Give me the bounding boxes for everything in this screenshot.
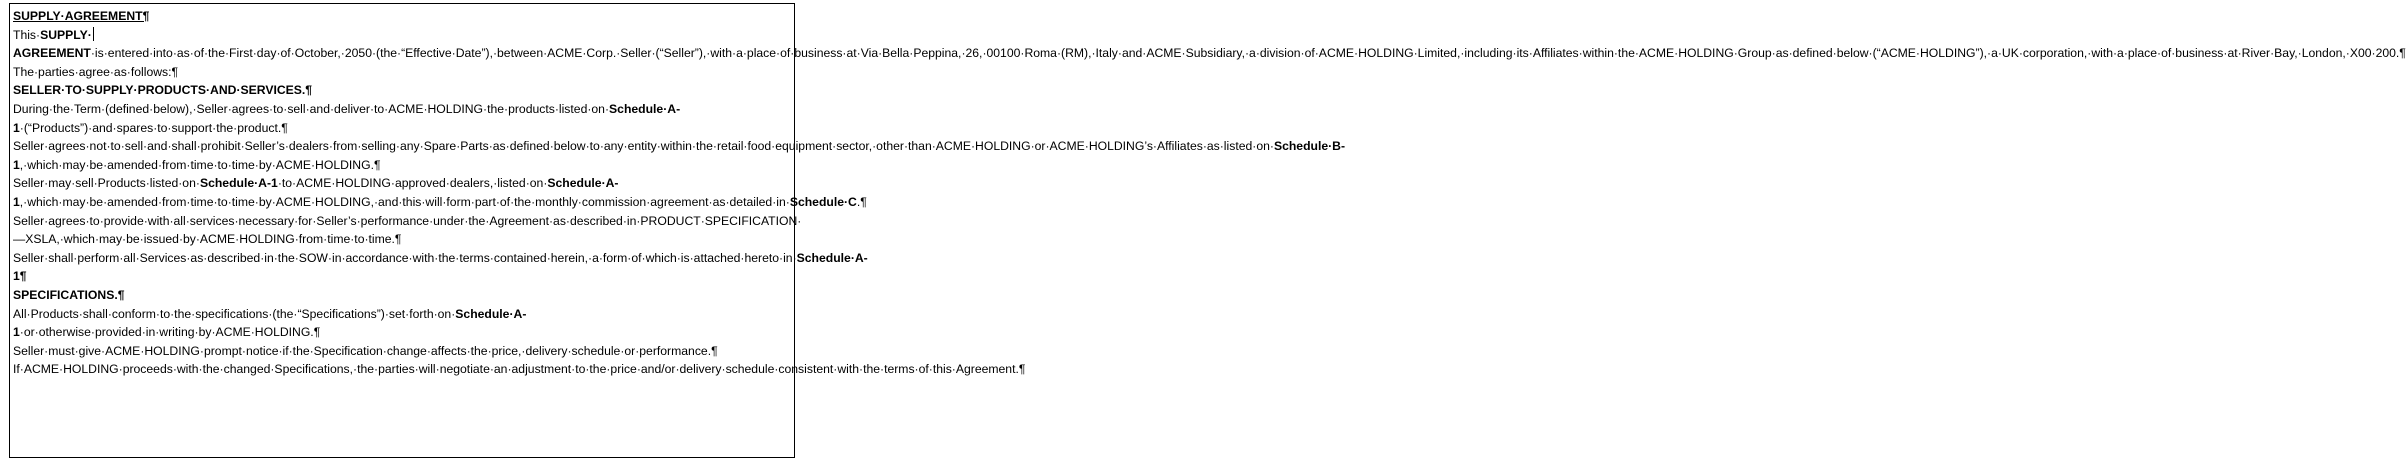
document-title: SUPPLY·AGREEMENT¶ [13,9,150,23]
prohibit-text-1: Seller·agrees·not·to·sell·and·shall·prohibit·Seller’s·dealers·from·selling·any·Spare·Parts·as·defined·below·to·any·entity·within·the·retail·food·equipment·sector,·other·than·ACME·HOLDING·or·ACME·HOLDING’s·Affiliates·as·listed·on· [13,139,1274,154]
prohibit-text-2: ,·which·may·be·amended·from·time·to·time·by·ACME·HOLDING.¶ [19,157,381,172]
text-cursor [93,27,94,41]
parties-paragraph: The·parties·agree·as·follows:¶ [13,64,179,79]
sow-text-1: Seller·shall·perform·all·Services·as·described·in·the·SOW·in·accordance·with·the·terms·contained·herein,·a·form·of·which·is·attached·hereto·in· [13,250,797,265]
term-text-2: ·(“Products”)·and·spares·to·support·the·product.¶ [19,120,288,135]
sow-paragraph [13,249,868,286]
term-text-1: During·the·Term·(defined·below),·Seller·agrees·to·sell·and·deliver·to·ACME·HOLDING·the·products·listed·on· [13,101,610,116]
dealers-schedule-ref-2: Schedule·A-1 [13,176,619,209]
adjust-paragraph: If·ACME·HOLDING·proceeds·with·the·changed·Specifications,·the·parties·will·negotiate·an·adjustment·to·the·price·and/or·delivery·schedule·consistent·with·the·terms·of·this·Agreement.¶ [13,362,1026,377]
prohibit-schedule-ref: Schedule·B-1 [13,139,1346,172]
intro-text-rest: ·is·entered·into·as·of·the·First·day·of·October,·2050·(the·“Effective·Date”),·between·ACME·Corp.·Seller·(“Seller”),·with·a·place·of·business·at·Via·Bella·Peppina,·26,·00100·Roma·(RM),·Italy·and·ACME·Subsidiary,·a·division·of·ACME·HOLDING·Limited,·including·its·Affiliates·within·the·ACME·HOLDING·Group·as·defined·below·(“ACME·HOLDING”),·a·UK·corporation,·with·a·place·of·business·at·River·Bay,·London,·X00·200.¶ [90,46,2406,61]
intro-paragraph [13,26,2406,63]
intro-text-start: This· [13,27,41,42]
dealers-text-3: ,·which·may·be·amended·from·time·to·time·by·ACME·HOLDING,·and·this·will·form·part·of·the·monthly·commission·agreement·as·detailed·in· [19,194,790,209]
dealers-schedule-ref-3: Schedule·C [789,194,857,209]
dealers-schedule-ref-1: Schedule·A-1 [199,176,278,191]
conform-text-1: All·Products·shall·conform·to·the·specifications·(the·“Specifications”)·set·forth·on· [13,306,456,321]
term-paragraph [13,100,791,137]
dealers-text-4: .¶ [856,194,867,209]
conform-paragraph [13,305,791,342]
dealers-text-1: Seller·may·sell·Products·listed·on· [13,176,200,191]
sow-schedule-ref: Schedule·A-1¶ [13,250,868,284]
document-page[interactable] [9,3,2406,458]
intro-bold-supply: SUPPLY· [40,27,92,42]
conform-schedule-ref: Schedule·A-1 [13,306,527,340]
term-schedule-ref: Schedule·A-1 [13,101,681,135]
section-heading-specifications: SPECIFICATIONS.¶ [13,287,125,302]
conform-text-2: ·or·otherwise·provided·in·writing·by·ACME·HOLDING.¶ [19,325,321,340]
notice-paragraph: Seller·must·give·ACME·HOLDING·prompt·notice·if·the·Specification·change·affects·the·price,·delivery·schedule·or·performance.¶ [13,343,718,358]
prohibit-paragraph [13,137,1346,174]
section-heading-supply: SELLER·TO·SUPPLY·PRODUCTS·AND·SERVICES.¶ [13,83,313,98]
dealers-paragraph [13,174,867,211]
services-paragraph: Seller·agrees·to·provide·with·all·services·necessary·for·Seller’s·performance·under·the·Agreement·as·described·in·PRODUCT·SPECIFICATION·—XSLA,·which·may·be·issued·by·ACME·HOLDING·from·time·to·time.¶ [13,213,802,247]
intro-bold-agreement: AGREEMENT [13,46,91,61]
dealers-text-2: ·to·ACME·HOLDING·approved·dealers,·listed·on· [277,176,548,191]
